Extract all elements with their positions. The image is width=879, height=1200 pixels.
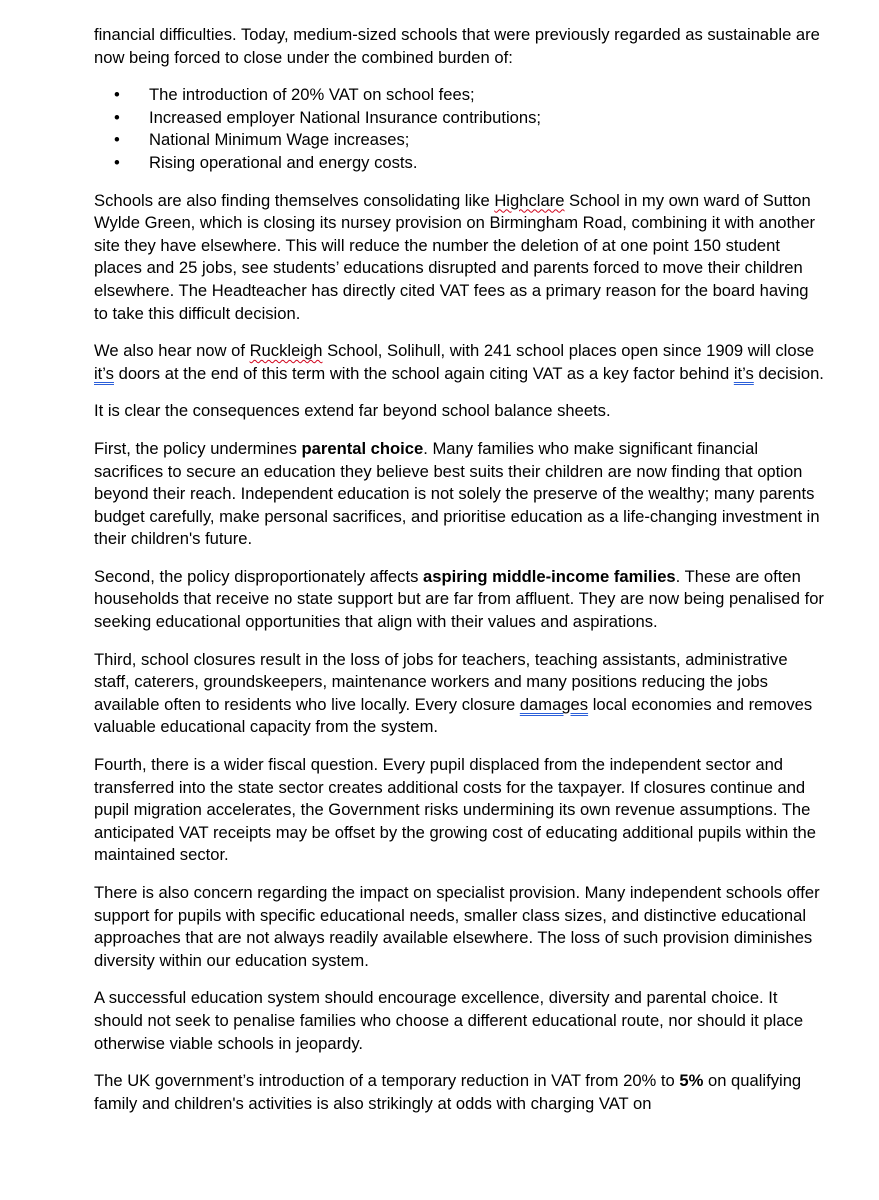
text-run: First, the policy undermines (94, 438, 302, 458)
paragraph-highclare (94, 190, 824, 326)
text-run: A successful education system should encourage excellence, diversity and parental choice. It should not seek to penalise families who choose a different educational route, nor should it place otherwise viable schools in jeopardy. (94, 988, 804, 1053)
list-item (94, 107, 824, 130)
list-item (94, 152, 824, 175)
text-run: The UK government’s introduction of a temporary reduction in VAT from 20% to (94, 1071, 680, 1091)
paragraph-successful-system (94, 987, 824, 1055)
spelling-error-ruckleigh[interactable]: Ruckleigh (249, 341, 323, 361)
cost-pressures-list (94, 84, 824, 174)
grammar-error-its-2[interactable]: it’s (733, 363, 754, 383)
paragraph-second (94, 566, 824, 634)
text-run: School, Solihull, with 241 school places open since 1909 will close (322, 341, 815, 361)
text-run: decision. (753, 363, 824, 383)
text-run: It is clear the consequences extend far beyond school balance sheets. (94, 401, 611, 421)
spelling-error-highclare[interactable]: Highclare (494, 190, 565, 210)
list-item-text: National Minimum Wage increases; (149, 130, 410, 150)
list-item-text: The introduction of 20% VAT on school fees; (149, 85, 475, 105)
text-run: Third, school closures result in the loss of jobs for teachers, teaching assistants, administrative staff, caterers, groundskeepers, maintenance workers and many positions reducing the jobs available often to residents who live locally. Every closure (94, 649, 788, 714)
bold-five-percent: 5% (679, 1071, 704, 1091)
list-item-text: Increased employer National Insurance contributions; (149, 107, 542, 127)
paragraph-specialist (94, 882, 824, 972)
paragraph-third (94, 649, 824, 739)
bold-parental-choice: parental choice (301, 438, 424, 458)
grammar-error-damages[interactable]: damages (519, 694, 589, 714)
paragraph-first (94, 438, 824, 551)
bullet-icon: • (114, 107, 120, 127)
list-item (94, 129, 824, 152)
text-run: local economies and removes valuable educational capacity from the system. (94, 694, 813, 737)
paragraph-fourth (94, 754, 824, 867)
text-run: Second, the policy disproportionately affects (94, 566, 423, 586)
text-run: . Many families who make significant financial sacrifices to secure an education they believe best suits their children are now finding that option beyond their reach. Independent education is not solely the preserve of the wealthy; many parents budget carefully, make personal sacrifices, and prioritise education as a life-changing investment in their children's future. (94, 438, 820, 549)
text-run: Schools are also finding themselves consolidating like (94, 190, 495, 210)
document-page (94, 24, 824, 1130)
paragraph-intro (94, 24, 824, 69)
text-run: School in my own ward of Sutton Wylde Green, which is closing its nursey provision on Birmingham Road, combining it with another site they have elsewhere. This will reduce the number the deletion of at one point 150 student places and 25 jobs, see students’ educations disrupted and parents forced to move their children elsewhere. The Headteacher has directly cited VAT fees as a primary reason for the board having to take this difficult decision. (94, 190, 816, 323)
paragraph-intro-text: financial difficulties. Today, medium-sized schools that were previously regarded as sustainable are now being forced to close under the combined burden of: (94, 25, 820, 67)
list-item-text: Rising operational and energy costs. (149, 152, 418, 172)
text-run: . These are often households that receive no state support but are far from affluent. They are now being penalised for seeking educational opportunities that align with their values and aspirations. (94, 566, 824, 632)
bullet-icon: • (114, 152, 120, 172)
text-run: Fourth, there is a wider fiscal question. Every pupil displaced from the independent sector and transferred into the state sector creates additional costs for the taxpayer. If closures continue and pupil migration accelerates, the Government risks undermining its own revenue assumptions. The anticipated VAT receipts may be offset by the growing cost of educating additional pupils within the maintained sector. (94, 755, 816, 865)
text-run: There is also concern regarding the impact on specialist provision. Many independent schools offer support for pupils with specific educational needs, smaller class sizes, and distinctive educational approaches that are not always readily available elsewhere. The loss of such provision diminishes diversity within our education system. (94, 883, 820, 970)
paragraph-ruckleigh (94, 340, 824, 385)
bullet-icon: • (114, 130, 120, 150)
grammar-error-its-1[interactable]: it’s (94, 363, 114, 383)
paragraph-vat-reduction (94, 1070, 824, 1115)
bullet-icon: • (114, 85, 120, 105)
bold-middle-income: aspiring middle-income families (423, 566, 676, 586)
list-item (94, 84, 824, 107)
text-run: We also hear now of (94, 341, 250, 361)
paragraph-consequences (94, 400, 824, 423)
text-run: on qualifying family and children's activities is also strikingly at odds with charging VAT on (94, 1071, 802, 1113)
text-run: doors at the end of this term with the school again citing VAT as a key factor behind (113, 363, 734, 383)
